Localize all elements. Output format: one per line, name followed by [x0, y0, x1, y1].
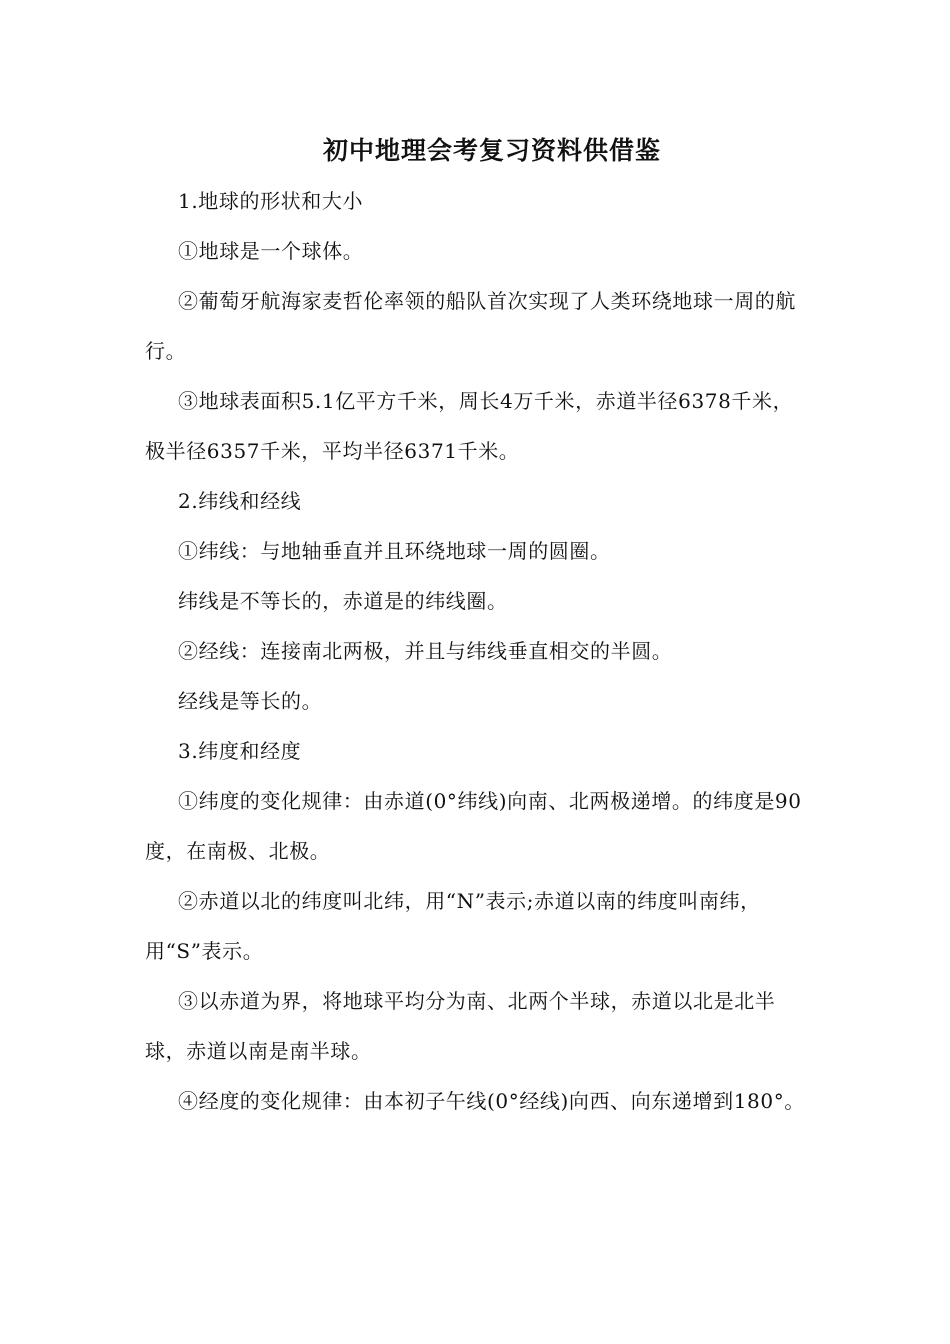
- section-1-heading: 1.地球的形状和大小: [178, 189, 364, 213]
- section-1-item-1: ①地球是一个球体。: [178, 239, 364, 263]
- section-3-item-1: ①纬度的变化规律：由赤道(0°纬线)向南、北两极递增。的纬度是90度，在南极、北极。: [145, 789, 802, 863]
- section-1-item-2: ②葡萄牙航海家麦哲伦率领的船队首次实现了人类环绕地球一周的航行。: [145, 289, 796, 363]
- section-2-note-2: 经线是等长的。: [178, 689, 323, 713]
- document-title: 初中地理会考复习资料供借鉴: [322, 136, 661, 165]
- section-3-item-4: ④经度的变化规律：由本初子午线(0°经线)向西、向东递增到180°。: [178, 1089, 805, 1113]
- section-1-item-3: ③地球表面积5.1亿平方千米，周长4万千米，赤道半径6378千米，极半径6357千米，平均半径6371千米。: [145, 389, 794, 463]
- section-3-item-2: ②赤道以北的纬度叫北纬，用“N”表示;赤道以南的纬度叫南纬，用“S”表示。: [145, 889, 761, 963]
- section-3-heading: 3.纬度和经度: [178, 739, 302, 763]
- section-2-item-1: ①纬线：与地轴垂直并且环绕地球一周的圆圈。: [178, 539, 611, 563]
- section-2-item-2: ②经线：连接南北两极，并且与纬线垂直相交的半圆。: [178, 639, 673, 663]
- section-3-item-3: ③以赤道为界，将地球平均分为南、北两个半球，赤道以北是北半球，赤道以南是南半球。: [145, 989, 776, 1063]
- section-2-note-1: 纬线是不等长的，赤道是的纬线圈。: [178, 589, 508, 613]
- section-2-heading: 2.纬线和经线: [178, 489, 302, 513]
